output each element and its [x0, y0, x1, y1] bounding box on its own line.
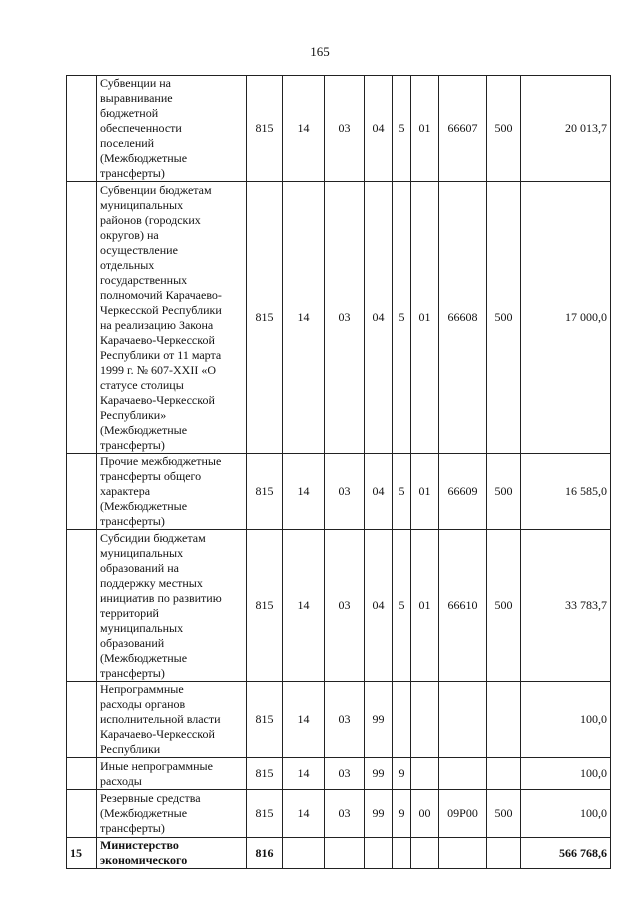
- expense-type-code: [487, 758, 521, 790]
- expense-name: Иные непрограммные расходы: [97, 758, 247, 790]
- row-number: 15: [67, 838, 97, 869]
- main-event-code: 00: [411, 790, 439, 838]
- program-code: 04: [365, 76, 393, 182]
- table-row: [67, 182, 611, 454]
- expense-type-code: [487, 682, 521, 758]
- expense-name: Субсидии бюджетам муниципальных образований на поддержку местных инициатив по развитию территорий муниципальных образований (Межбюджетные трансферты): [97, 530, 247, 682]
- ministry-code: 815: [247, 182, 283, 454]
- amount: 100,0: [521, 682, 611, 758]
- amount: 100,0: [521, 758, 611, 790]
- ministry-code: 815: [247, 758, 283, 790]
- row-number: [67, 76, 97, 182]
- expense-name: Министерство экономического: [97, 838, 247, 869]
- subprogram-code: 5: [393, 76, 411, 182]
- expense-name: Прочие межбюджетные трансферты общего характера (Межбюджетные трансферты): [97, 454, 247, 530]
- subsection-code: 03: [325, 530, 365, 682]
- program-code: 99: [365, 682, 393, 758]
- table-row: [67, 530, 611, 682]
- subprogram-code: [393, 838, 411, 869]
- subsection-code: 03: [325, 454, 365, 530]
- page-number: 165: [310, 44, 330, 59]
- amount: 16 585,0: [521, 454, 611, 530]
- subsection-code: [325, 838, 365, 869]
- section-code: 14: [283, 454, 325, 530]
- direction-code: 66609: [439, 454, 487, 530]
- expense-type-code: 500: [487, 530, 521, 682]
- ministry-code: 815: [247, 76, 283, 182]
- main-event-code: [411, 758, 439, 790]
- table-body: [67, 76, 611, 869]
- subsection-code: 03: [325, 76, 365, 182]
- section-code: 14: [283, 758, 325, 790]
- table-row: [67, 454, 611, 530]
- direction-code: 66607: [439, 76, 487, 182]
- main-event-code: 01: [411, 76, 439, 182]
- program-code: 04: [365, 530, 393, 682]
- section-code: 14: [283, 76, 325, 182]
- expense-type-code: 500: [487, 182, 521, 454]
- ministry-code: 815: [247, 682, 283, 758]
- subprogram-code: 9: [393, 758, 411, 790]
- direction-code: 66610: [439, 530, 487, 682]
- expense-name: Резервные средства (Межбюджетные трансферты): [97, 790, 247, 838]
- direction-code: [439, 758, 487, 790]
- section-code: 14: [283, 182, 325, 454]
- row-number: [67, 682, 97, 758]
- expense-type-code: 500: [487, 76, 521, 182]
- table-row: [67, 682, 611, 758]
- table-row: [67, 76, 611, 182]
- program-code: 04: [365, 454, 393, 530]
- subprogram-code: 5: [393, 454, 411, 530]
- ministry-code: 816: [247, 838, 283, 869]
- expense-name: Субвенции на выравнивание бюджетной обеспеченности поселений (Межбюджетные трансферты): [97, 76, 247, 182]
- expense-name: Непрограммные расходы органов исполнительной власти Карачаево-Черкесской Республики: [97, 682, 247, 758]
- table-row: [67, 758, 611, 790]
- row-number: [67, 454, 97, 530]
- table-row: [67, 790, 611, 838]
- subsection-code: 03: [325, 758, 365, 790]
- ministry-code: 815: [247, 454, 283, 530]
- ministry-code: 815: [247, 790, 283, 838]
- section-code: 14: [283, 790, 325, 838]
- subprogram-code: 5: [393, 530, 411, 682]
- direction-code: [439, 838, 487, 869]
- direction-code: [439, 682, 487, 758]
- budget-table: [66, 75, 611, 869]
- expense-type-code: [487, 838, 521, 869]
- program-code: 04: [365, 182, 393, 454]
- program-code: 99: [365, 790, 393, 838]
- amount: 566 768,6: [521, 838, 611, 869]
- main-event-code: [411, 838, 439, 869]
- row-number: [67, 182, 97, 454]
- main-event-code: [411, 682, 439, 758]
- row-number: [67, 790, 97, 838]
- ministry-code: 815: [247, 530, 283, 682]
- amount: 33 783,7: [521, 530, 611, 682]
- amount: 17 000,0: [521, 182, 611, 454]
- main-event-code: 01: [411, 530, 439, 682]
- main-event-code: 01: [411, 454, 439, 530]
- program-code: 99: [365, 758, 393, 790]
- subprogram-code: 9: [393, 790, 411, 838]
- section-code: 14: [283, 530, 325, 682]
- program-code: [365, 838, 393, 869]
- amount: 100,0: [521, 790, 611, 838]
- table-row: [67, 838, 611, 869]
- amount: 20 013,7: [521, 76, 611, 182]
- section-code: [283, 838, 325, 869]
- direction-code: 66608: [439, 182, 487, 454]
- subprogram-code: 5: [393, 182, 411, 454]
- subsection-code: 03: [325, 682, 365, 758]
- main-event-code: 01: [411, 182, 439, 454]
- section-code: 14: [283, 682, 325, 758]
- expense-name: Субвенции бюджетам муниципальных районов (городских округов) на осуществление отдельных государственных полномочий Карачаево- Черкесской Республики на реализацию Закона Карачаево-Черкесской Республики от 11 марта 1999 г. № 607-XXII «О статусе столицы Карачаево-Черкесской Республики» (Межбюджетные трансферты): [97, 182, 247, 454]
- subsection-code: 03: [325, 182, 365, 454]
- subprogram-code: [393, 682, 411, 758]
- direction-code: 09Р00: [439, 790, 487, 838]
- row-number: [67, 758, 97, 790]
- subsection-code: 03: [325, 790, 365, 838]
- expense-type-code: 500: [487, 454, 521, 530]
- row-number: [67, 530, 97, 682]
- expense-type-code: 500: [487, 790, 521, 838]
